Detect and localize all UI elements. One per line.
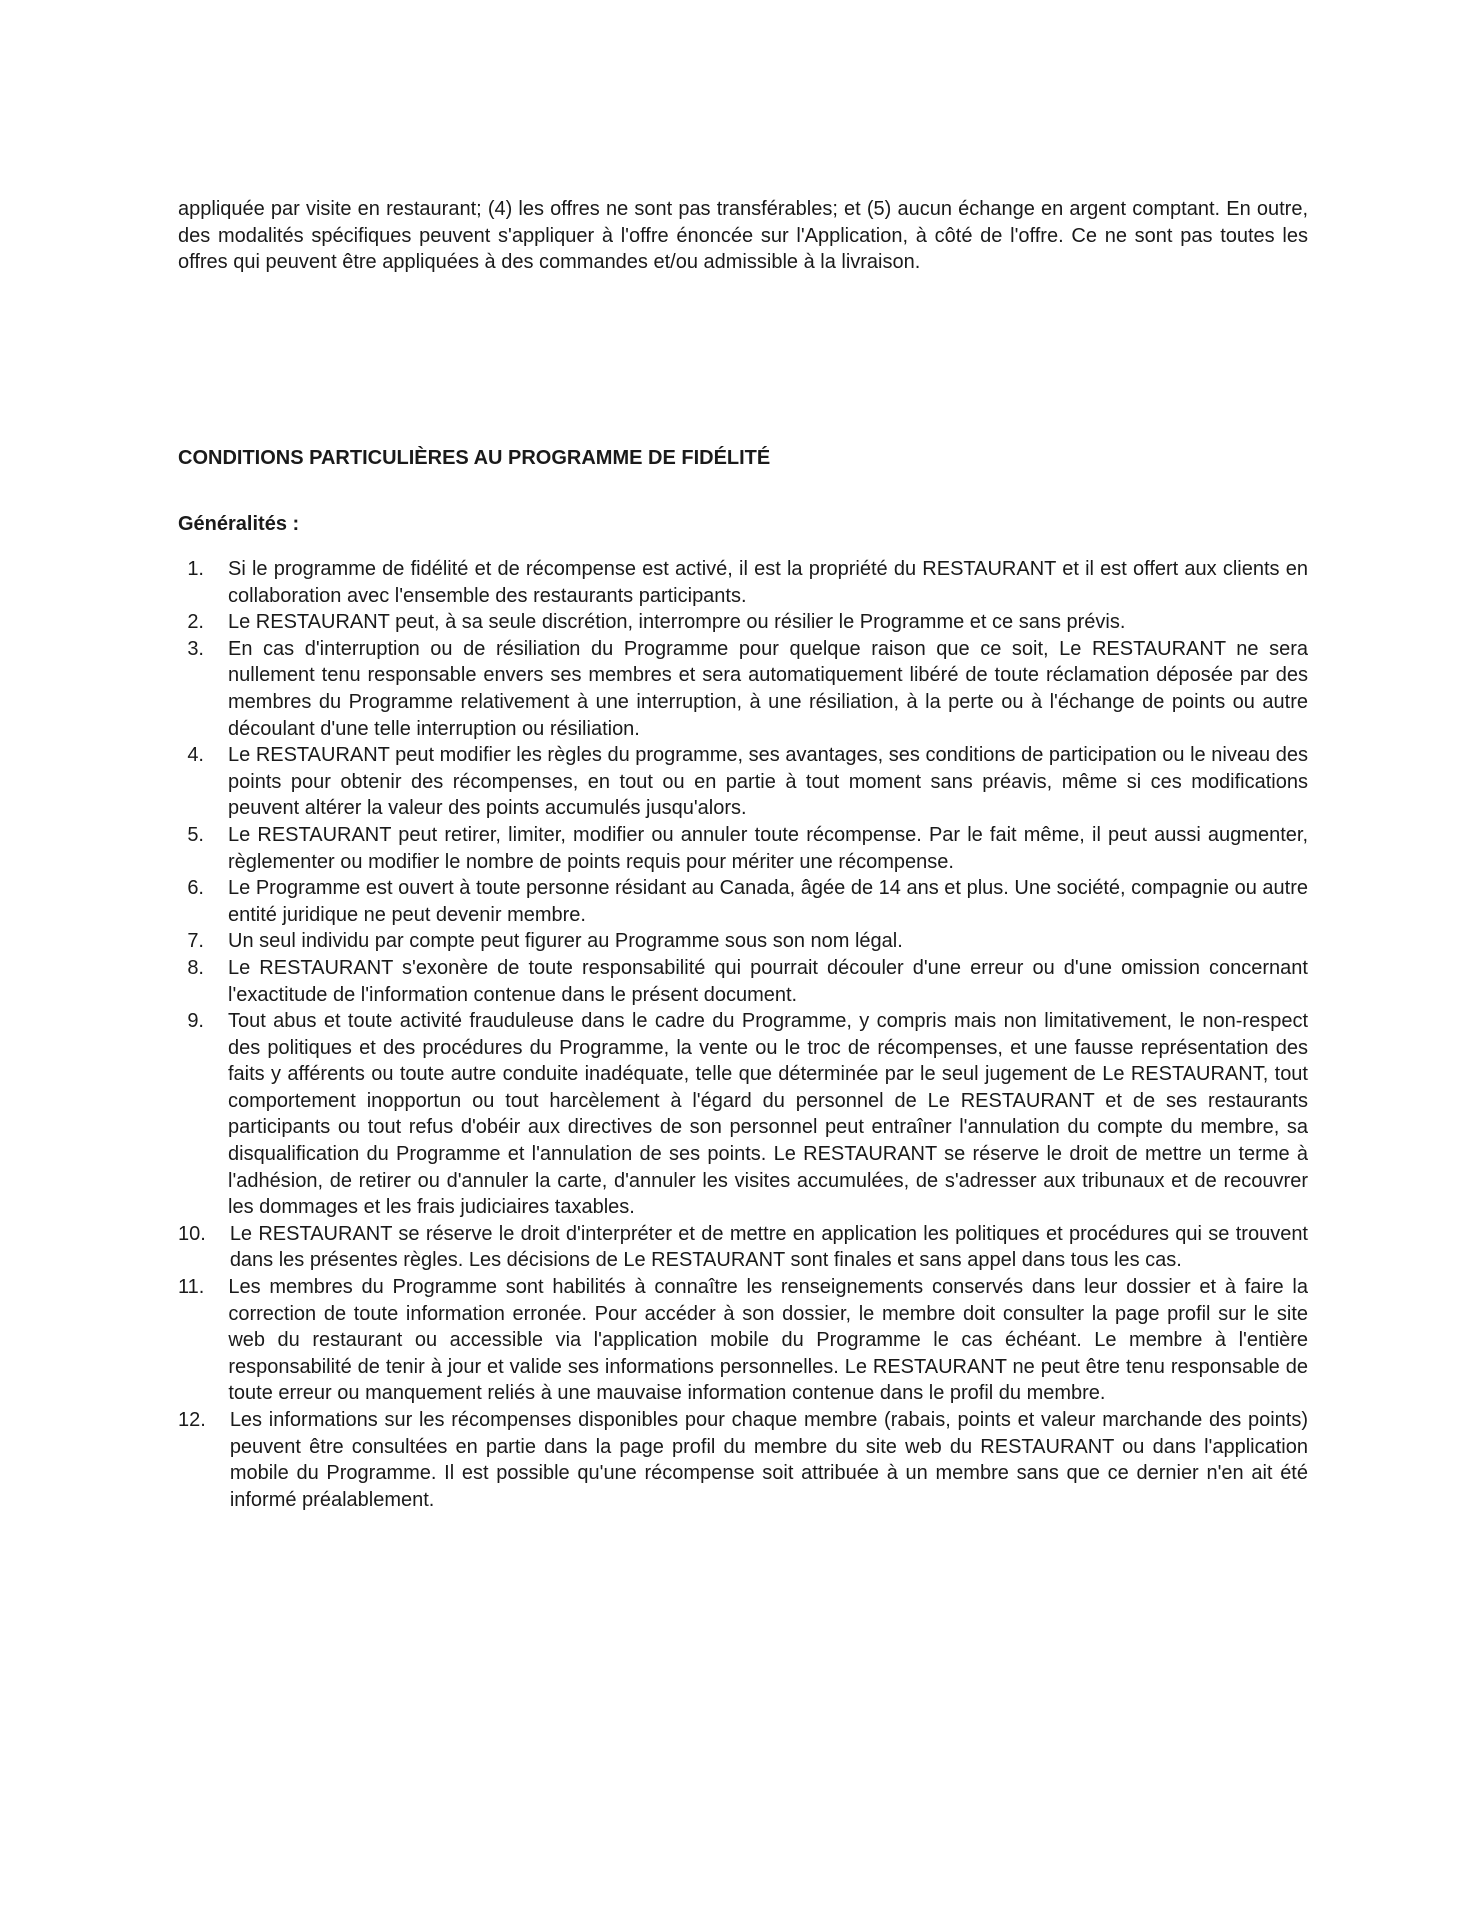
list-item-text: Tout abus et toute activité frauduleuse dans le cadre du Programme, y compris mais non limitativement, le non-respect des politiques et des procédures du Programme, la vente ou le troc de récompenses, et une fausse représentation des faits y afférents ou toute autre conduite inadéquate, telle que déterminée par le seul jugement de Le RESTAURANT, tout comportement inopportun ou tout harcèlement à l'égard du personnel de Le RESTAURANT et de ses restaurants participants ou tout refus d'obéir aux directives de son personnel peut entraîner l'annulation du compte du membre, sa disqualification du Programme et l'annulation de ses points. Le RESTAURANT se réserve le droit de mettre un terme à l'adhésion, de retirer ou d'annuler la carte, d'annuler les visites accumulées, de s'adresser aux tribunaux et de recouvrer les dommages et les frais judiciaires taxables. (228, 1010, 1308, 1219)
list-item-text: Le RESTAURANT peut modifier les règles du programme, ses avantages, ses conditions de participation ou le niveau des points pour obtenir des récompenses, en tout ou en partie à tout moment sans préavis, même si ces modifications peuvent altérer la valeur des points accumulés jusqu'alors. (228, 744, 1308, 820)
list-item-text: Les membres du Programme sont habilités à connaître les renseignements conservés dans leur dossier et à faire la correction de toute information erronée. Pour accéder à son dossier, le membre doit consulter la page profil sur le site web du restaurant ou accessible via l'application mobile du Programme le cas échéant. Le membre à l'entière responsabilité de tenir à jour et valide ses informations personnelles. Le RESTAURANT ne peut être tenu responsable de toute erreur ou manquement reliés à une mauvaise information contenue dans le profil du membre. (228, 1276, 1308, 1405)
list-item (178, 1008, 1308, 1221)
list-item-text: Le RESTAURANT s'exonère de toute responsabilité qui pourrait découler d'une erreur ou d'une omission concernant l'exactitude de l'information contenue dans le présent document. (228, 956, 1308, 1006)
list-item-number: 10. (178, 1222, 206, 1245)
list-item-number: 12. (178, 1409, 206, 1431)
subsection-heading: Généralités : (178, 512, 300, 535)
list-item-text: Le RESTAURANT peut retirer, limiter, modifier ou annuler toute récompense. Par le fait même, il peut aussi augmenter, règlementer ou modifier le nombre de points requis pour mériter une récompense. (228, 823, 1308, 873)
list-item-number: 3. (187, 637, 204, 660)
list-item (178, 556, 1308, 609)
list-item (178, 875, 1308, 928)
general-terms-list (178, 556, 1308, 1513)
list-item-text: Les informations sur les récompenses disponibles pour chaque membre (rabais, points et valeur marchande des points) peuvent être consultées en partie dans la page profil du membre du site web du RESTAURANT ou dans l'application mobile du Programme. Il est possible qu'une récompense soit attribuée à un membre sans que ce dernier n'en ait été informé préalablement. (229, 1409, 1308, 1511)
list-item-number: 1. (187, 558, 204, 580)
list-item-number: 5. (187, 823, 204, 846)
list-item-text: Un seul individu par compte peut figurer au Programme sous son nom légal. (228, 930, 903, 953)
list-item-number: 7. (187, 930, 204, 953)
list-item-text: Le Programme est ouvert à toute personne résidant au Canada, âgée de 14 ans et plus. Une société, compagnie ou autre entité juridique ne peut devenir membre. (228, 877, 1308, 926)
list-item (178, 822, 1308, 875)
list-item-number: 8. (187, 956, 204, 979)
list-item (178, 609, 1308, 636)
section-heading: CONDITIONS PARTICULIÈRES AU PROGRAMME DE FIDÉLITÉ (178, 447, 771, 470)
list-item (178, 1274, 1308, 1407)
list-item-text: Si le programme de fidélité et de récompense est activé, il est la propriété du RESTAURANT et il est offert aux clients en collaboration avec l'ensemble des restaurants participants. (228, 558, 1308, 607)
list-item (178, 636, 1308, 742)
list-item-number: 11. (178, 1276, 205, 1299)
list-item (178, 1221, 1308, 1274)
list-item-number: 4. (187, 744, 204, 767)
list-item-number: 6. (187, 877, 204, 900)
list-item (178, 955, 1308, 1008)
list-item-number: 9. (187, 1010, 204, 1033)
list-item-text: Le RESTAURANT se réserve le droit d'interpréter et de mettre en application les politiques et procédures qui se trouvent dans les présentes règles. Les décisions de Le RESTAURANT sont finales et sans appel dans tous les cas. (229, 1222, 1308, 1272)
intro-paragraph: appliquée par visite en restaurant; (4) les offres ne sont pas transférables; et (5) aucun échange en argent comptant. En outre, des modalités spécifiques peuvent s'appliquer à l'offre énoncée sur l'Application, à côté de l'offre. Ce ne sont pas toutes les offres qui peuvent être appliquées à des commandes et/ou admissible à la livraison. (178, 198, 1308, 274)
list-item-number: 2. (187, 611, 204, 634)
list-item-text: En cas d'interruption ou de résiliation du Programme pour quelque raison que ce soit, Le RESTAURANT ne sera nullement tenu responsable envers ses membres et sera automatiquement libéré de toute réclamation déposée par des membres du Programme relativement à une interruption, à une résiliation, à la perte ou à l'échange de points ou autre découlant d'une telle interruption ou résiliation. (228, 637, 1308, 740)
list-item-text: Le RESTAURANT peut, à sa seule discrétion, interrompre ou résilier le Programme et ce sans prévis. (228, 611, 1126, 634)
list-item (178, 1407, 1308, 1513)
list-item (178, 742, 1308, 822)
list-item (178, 928, 1308, 955)
